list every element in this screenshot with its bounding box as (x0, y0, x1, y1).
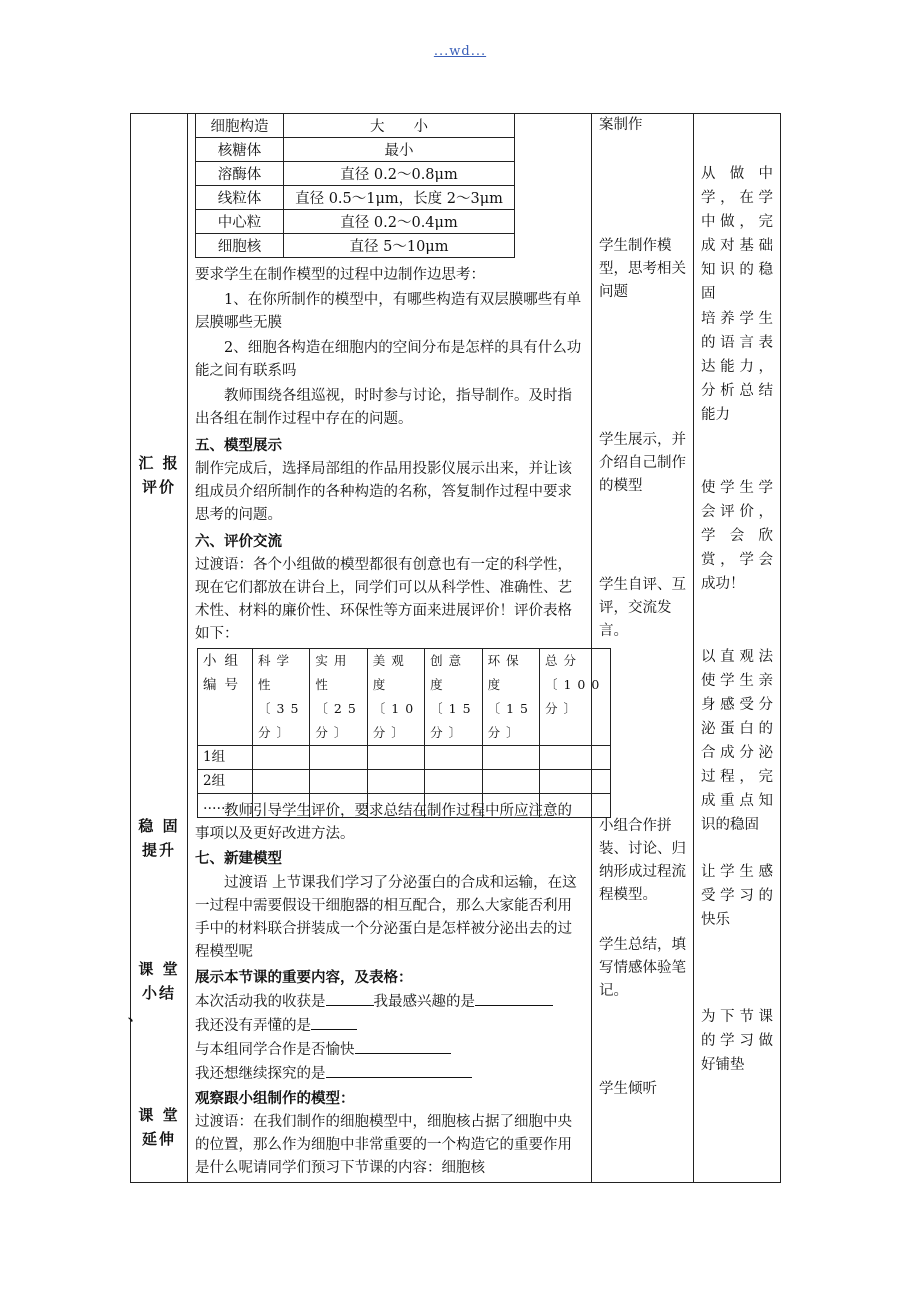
column-divider-1 (187, 114, 188, 1182)
student-activity-2: 学生制作模型，思考相关问题 (599, 238, 686, 300)
size-cell-name: 中心粒 (196, 210, 284, 234)
eval-cell (367, 770, 424, 794)
table-row (198, 746, 611, 770)
heading-new-model: 七、新建模型 (195, 850, 282, 867)
text-think-intro: 要求学生在制作模型的过程中边制作边思考： (195, 267, 485, 283)
interest-label: 我最感兴趣的是 (373, 994, 475, 1010)
eval-cell (367, 746, 424, 770)
size-cell-name: 核糖体 (196, 138, 284, 162)
eval-cell (310, 770, 367, 794)
eval-cell (310, 746, 367, 770)
student-activity-4: 学生自评、互评，交流发言。 (599, 577, 686, 639)
label-yanshen: 延伸 (141, 1130, 176, 1148)
eval-cell (539, 770, 610, 794)
size-cell-name: 线粒体 (196, 186, 284, 210)
design-intent-2: 培养学生的语言表达能力，分析总结能力 (701, 311, 773, 423)
text-question-2: 2、细胞各构造在细胞内的空间分布是怎样的具有什么功能之间有联系吗 (195, 340, 582, 379)
table-row (196, 138, 515, 162)
explore-label: 我还想继续探究的是 (195, 1066, 326, 1082)
size-cell-value: 直径 0.5～1μm，长度 2～3μm (284, 186, 515, 210)
heading-summary: 展示本节课的重要内容，及表格： (195, 969, 413, 986)
size-table-header (196, 114, 515, 138)
text-cooperation-line (195, 1039, 585, 1062)
text-nucleus-preview: 过渡语：在我们制作的细胞模型中，细胞核占据了细胞中央的位置，那么作为细胞中非常重要的一个构造它的重要作用是什么呢请同学们预习下节课的内容：细胞核 (195, 1114, 572, 1176)
text-new-model: 过渡语 上节课我们学习了分泌蛋白的合成和运输，在这一过程中需要假设干细胞器的相互配合，那么大家能否利用手中的材料联合拼装成一个分泌蛋白是怎样被分泌出去的过程模型呢 (195, 875, 577, 960)
eval-row-label: …… (198, 794, 253, 818)
text-evaluation: 过渡语：各个小组做的模型都很有创意也有一定的科学性，现在它们都放在讲台上，同学们可以从科学性、准确性、艺术性、材料的廉价性、环保性等方面来进展评价！评价表格如下： (195, 557, 572, 642)
label-ketang-1: 课 堂 (138, 960, 180, 978)
design-intent-1: 从做中学，在学中做，完成对基础知识的稳固 (701, 166, 773, 302)
eval-cell (539, 746, 610, 770)
table-row (196, 210, 515, 234)
eval-cell (482, 770, 539, 794)
label-dun: 、 (128, 1006, 146, 1024)
explore-blank (326, 1063, 472, 1078)
eval-cell (482, 746, 539, 770)
text-question-1: 1、在你所制作的模型中，有哪些构造有双层膜哪些有单层膜哪些无膜 (195, 292, 582, 331)
table-row (198, 770, 611, 794)
size-cell-value: 直径 5～10μm (284, 234, 515, 258)
eval-header-total: 总分〔100分〕 (539, 649, 610, 746)
not-understood-blank (311, 1015, 357, 1030)
label-huibao: 汇 报 (138, 454, 180, 472)
heading-model-show: 五、模型展示 (195, 437, 282, 454)
student-activity-7: 学生倾听 (599, 1081, 657, 1097)
size-header-size: 大 小 (284, 114, 515, 138)
student-activity-5: 小组合作拼装、讨论、归纳形成过程流程模型。 (599, 818, 686, 903)
eval-header-practical: 实用性〔25分〕 (310, 649, 367, 746)
student-activity-6: 学生总结，填写情感体验笔记。 (599, 937, 686, 999)
text-gain-line (195, 991, 585, 1014)
eval-cell (425, 770, 482, 794)
heading-evaluation: 六、评价交流 (195, 533, 282, 550)
eval-cell (253, 770, 310, 794)
text-teacher-evaluate: 教师引导学生评价，要求总结在制作过程中所应注意的事项以及更好改进方法。 (195, 803, 572, 842)
student-activity-3: 学生展示，并介绍自己制作的模型 (599, 432, 686, 494)
design-intent-4: 以直观法使学生亲身感受分泌蛋白的合成分泌过程，完成重点知识的稳固 (701, 649, 773, 833)
label-tisheng: 提升 (141, 841, 176, 859)
design-intent-6: 为下节课的学习做好铺垫 (701, 1009, 773, 1073)
evaluation-table (197, 648, 611, 818)
size-cell-value: 直径 0.2～0.4μm (284, 210, 515, 234)
size-cell-value: 直径 0.2～0.8μm (284, 162, 515, 186)
gain-label: 本次活动我的收获是 (195, 994, 326, 1010)
organelle-size-table (195, 113, 515, 258)
eval-row-label: 1组 (198, 746, 253, 770)
eval-header-beauty: 美观度〔10分〕 (367, 649, 424, 746)
table-row (196, 234, 515, 258)
eval-row-label: 2组 (198, 770, 253, 794)
eval-table-header (198, 649, 611, 746)
label-ketang-2: 课 堂 (138, 1106, 180, 1124)
label-xiaojie: 小结 (141, 984, 176, 1002)
text-explore-line (195, 1063, 585, 1086)
heading-observe: 观察跟小组制作的模型： (195, 1090, 355, 1107)
size-cell-name: 细胞核 (196, 234, 284, 258)
table-row (196, 162, 515, 186)
interest-blank (475, 991, 553, 1006)
gain-blank (326, 991, 374, 1006)
design-intent-3: 使学生学会评价，学会欣赏，学会成功！ (701, 480, 773, 592)
not-understood-label: 我还没有弄懂的是 (195, 1018, 311, 1034)
eval-header-eco: 环保度〔15分〕 (482, 649, 539, 746)
text-not-understood-line (195, 1015, 585, 1038)
eval-header-group: 小组编号 (198, 649, 253, 746)
page-header: ...wd... (433, 44, 487, 59)
eval-cell (425, 746, 482, 770)
size-cell-name: 溶酶体 (196, 162, 284, 186)
cooperation-blank (355, 1039, 451, 1054)
label-wengu: 稳 固 (138, 817, 180, 835)
eval-header-creativity: 创意度〔15分〕 (425, 649, 482, 746)
table-row (196, 186, 515, 210)
eval-header-scientific: 科学性〔35分〕 (253, 649, 310, 746)
label-pingjia: 评价 (141, 478, 176, 496)
eval-cell (253, 746, 310, 770)
design-intent-5: 让学生感受学习的快乐 (701, 864, 773, 928)
text-model-show: 制作完成后，选择局部组的作品用投影仪展示出来，并让该组成员介绍所制作的各种构造的名称，答复制作过程中要求思考的问题。 (195, 461, 572, 523)
text-teacher-guide: 教师围绕各组巡视，时时参与讨论，指导制作。及时指出各组在制作过程中存在的问题。 (195, 388, 572, 427)
student-activity-1: 案制作 (599, 117, 643, 133)
size-header-structure: 细胞构造 (196, 114, 284, 138)
cooperation-label: 与本组同学合作是否愉快 (195, 1042, 355, 1058)
column-divider-3 (693, 114, 694, 1182)
size-cell-value: 最小 (284, 138, 515, 162)
